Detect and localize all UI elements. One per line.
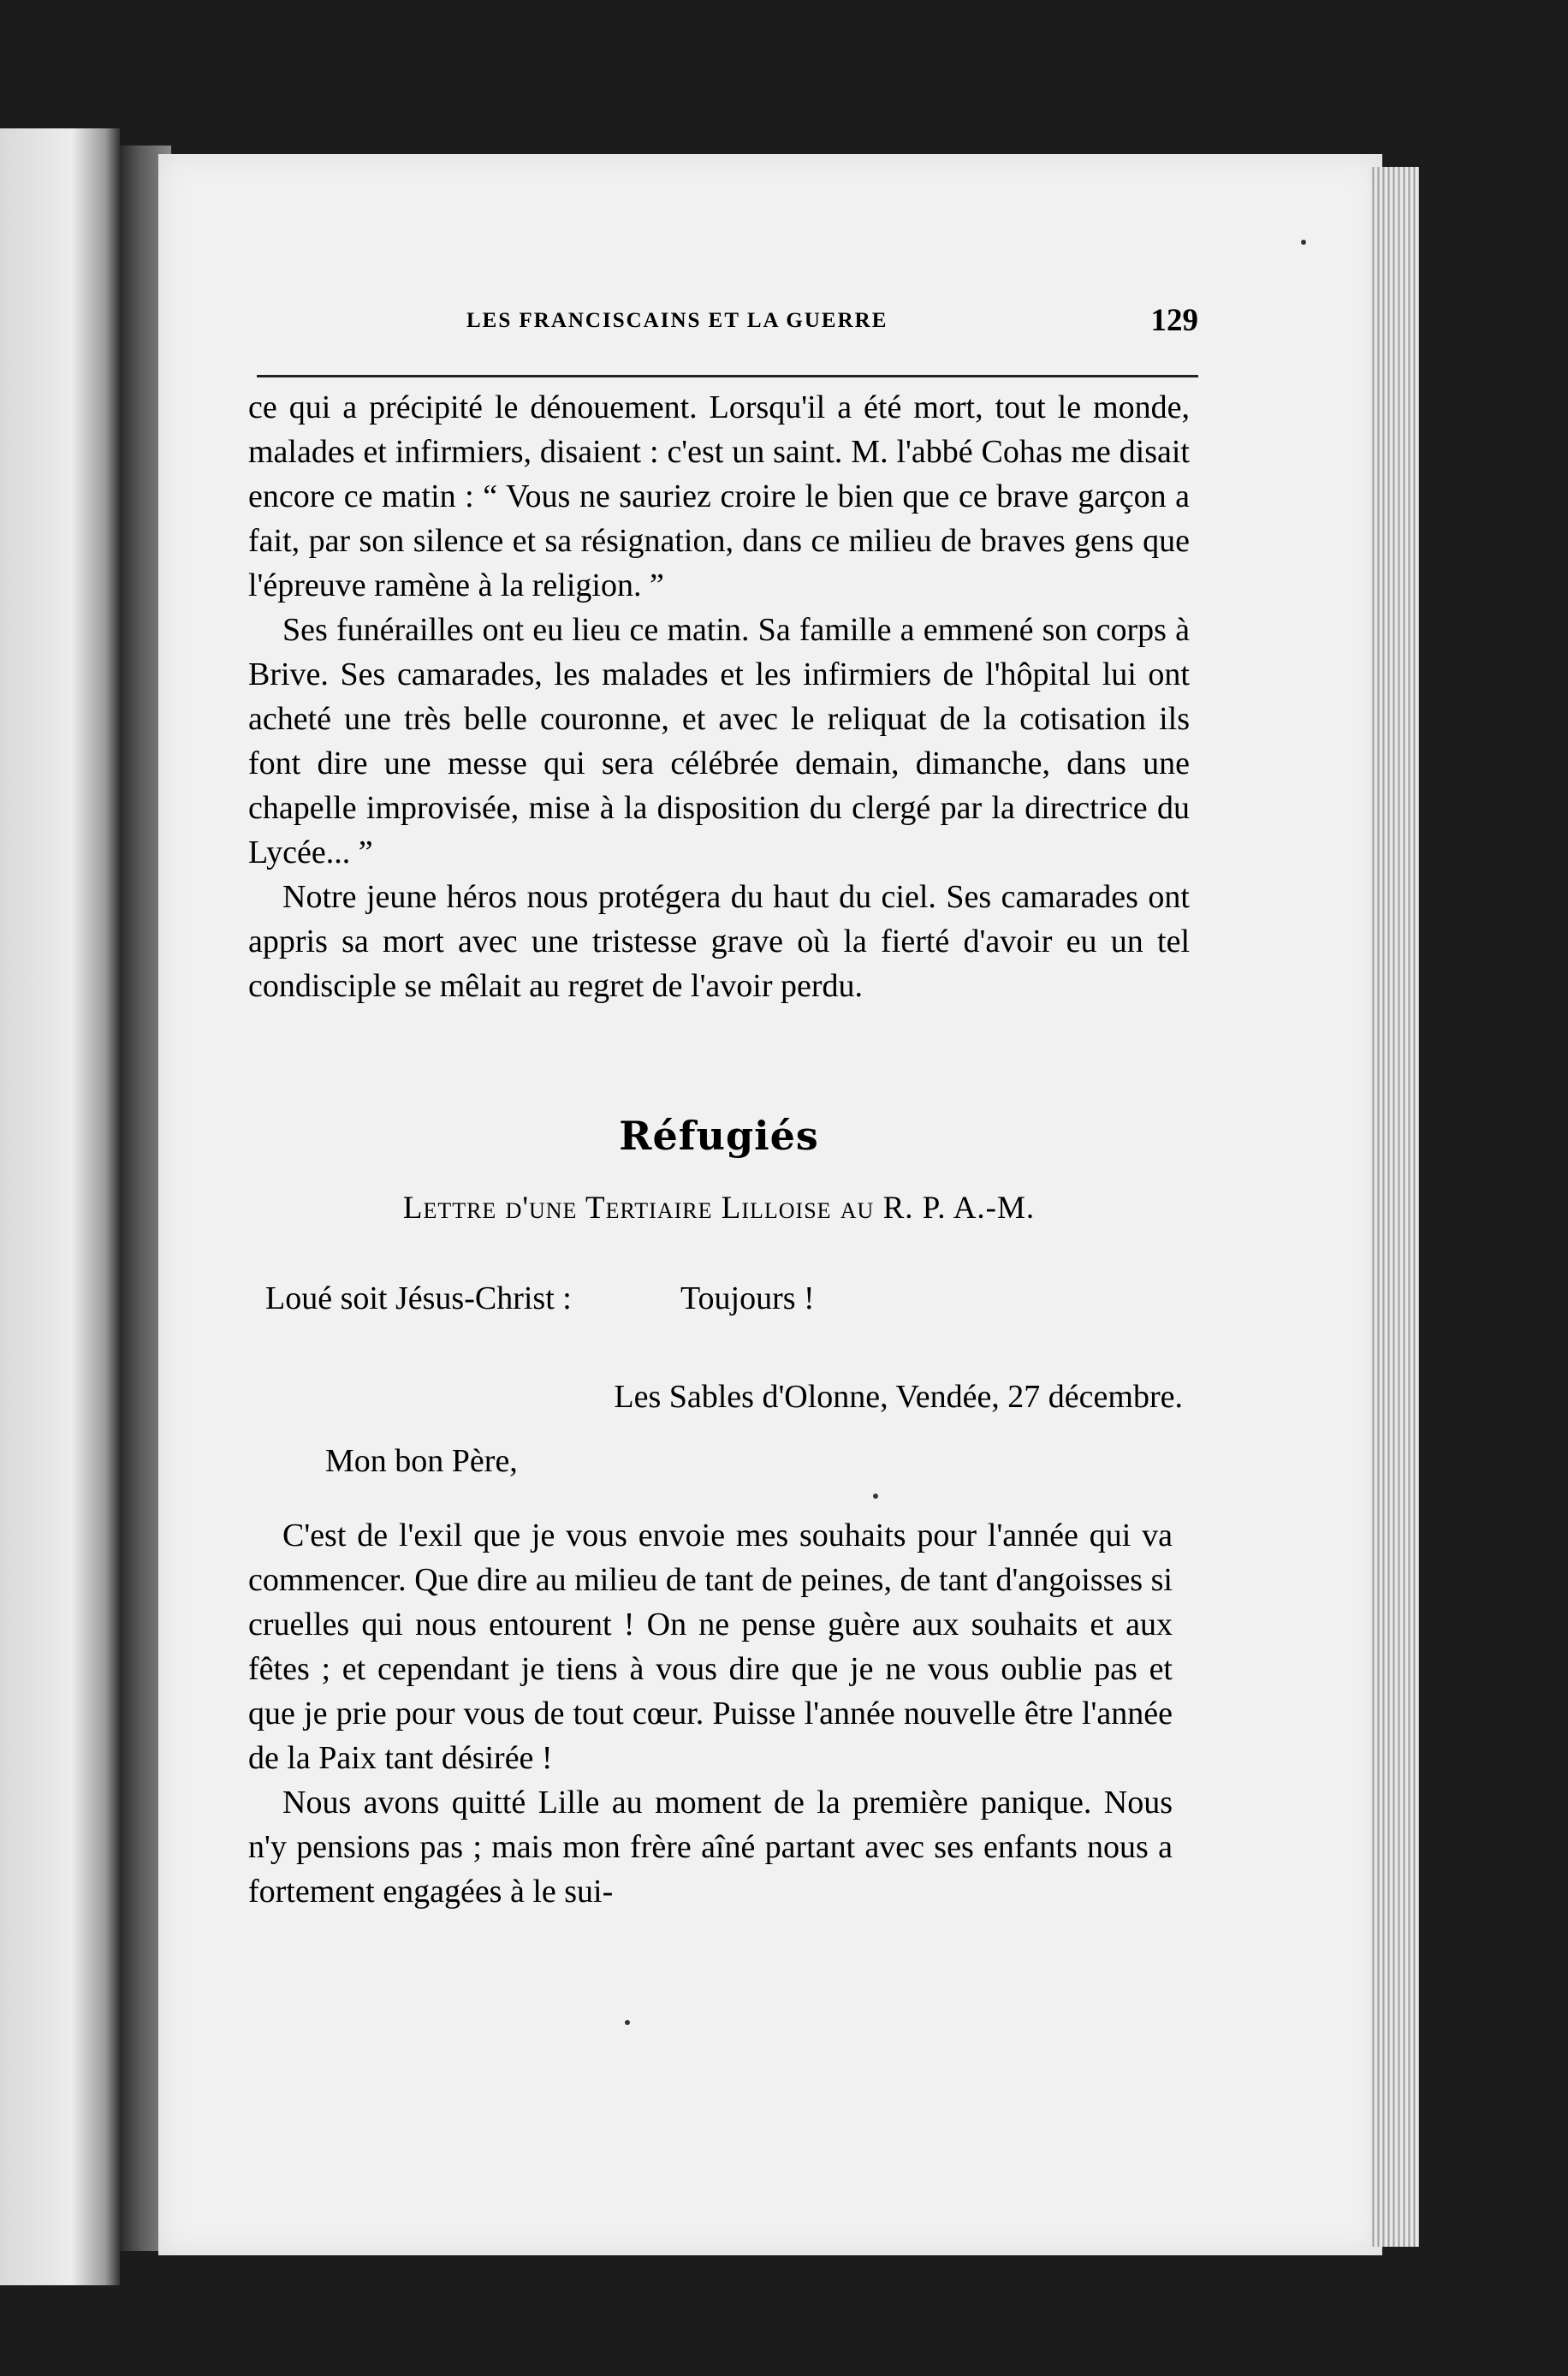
letter-dateline: Les Sables d'Olonne, Vendée, 27 décembre. [614,1379,1183,1415]
dust-speck [1301,240,1306,245]
letter-body [248,1513,1173,1914]
page-number: 129 [1150,303,1198,338]
paragraph: ce qui a précipité le dénouement. Lorsqu'il a été mort, tout le monde, malades et infirmiers, disaient : c'est un saint. M. l'abbé Cohas me disait encore ce matin : “ Vous ne sauriez croire le bien que ce brave garçon a fait, par son silence et sa résignation, dans ce milieu de braves gens que l'épreuve ramène à la religion. ” [248,389,1190,603]
running-head [466,303,1198,352]
letter-salutation: Loué soit Jésus-Christ : [265,1280,572,1316]
header-rule [257,375,1198,377]
dust-speck [873,1494,878,1499]
paragraph: C'est de l'exil que je vous envoie mes souhaits pour l'année qui va commencer. Que dire au milieu de tant de peines, de tant d'angoisses si cruelles qui nous entourent ! On ne pense guère aux souhaits et aux fêtes ; et cependant je tiens à vous dire que je ne vous oublie pas et que je prie pour vous de tout cœur. Puisse l'année nouvelle être l'année de la Paix tant désirée ! [248,1518,1173,1776]
running-title: LES FRANCISCAINS ET LA GUERRE [466,309,888,332]
paragraph: Nous avons quitté Lille au moment de la première panique. Nous n'y pensions pas ; mais mon frère aîné partant avec ses enfants nous a fortement engagées à le sui- [248,1785,1173,1910]
section-title: Réfugiés [619,1113,819,1159]
page-stack-edge [1369,167,1419,2247]
left-page-edge [0,128,120,2285]
body-text [248,385,1190,1008]
paragraph: Ses funérailles ont eu lieu ce matin. Sa famille a emmené son corps à Brive. Ses camarades, les malades et les infirmiers de l'hôpital lui ont acheté une très belle couronne, et avec le reliquat de la cotisation ils font dire une messe qui sera célébrée demain, dimanche, dans une chapelle improvisée, mise à la disposition du clergé par la directrice du Lycée... ” [248,612,1190,870]
paragraph: Notre jeune héros nous protégera du haut du ciel. Ses camarades ont appris sa mort avec une tristesse grave où la fierté d'avoir eu un tel condisciple se mêlait au regret de l'avoir perdu. [248,879,1190,1004]
letter-greeting: Mon bon Père, [325,1443,518,1479]
dust-speck [625,2020,630,2025]
letter-response: Toujours ! [680,1280,815,1316]
section-subtitle: Lettre d'une Tertiaire Lilloise au R. P. A.-M. [402,1191,1036,1226]
